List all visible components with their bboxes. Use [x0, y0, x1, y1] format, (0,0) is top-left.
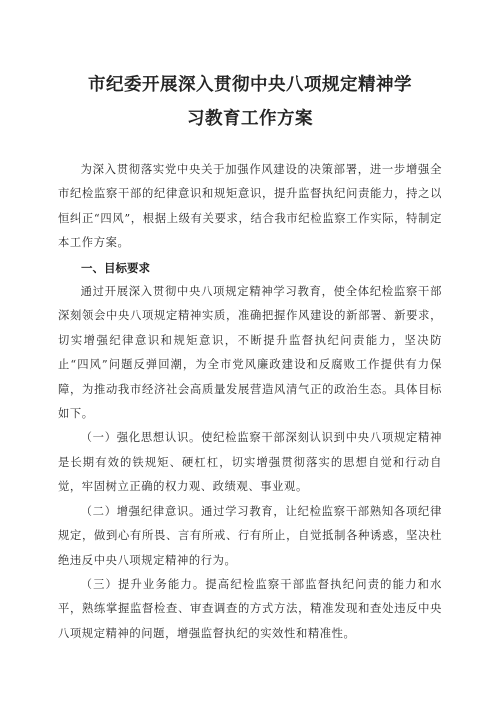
- section-1-paragraph: 通过开展深入贯彻中央八项规定精神学习教育，使全体纪检监察干部深刻领会中央八项规定精神实质，准确把握作风建设的新部署、新要求，切实增强纪律意识和规矩意识，不断提升监督执纪问责能力，坚决防止“四风”问题反弹回潮，为全市党风廉政建设和反腐败工作提供有力保障，为推动我市经济社会高质量发展营造风清气正的政治生态。具体目标如下。: [58, 285, 442, 421]
- goal-item-3: （三）提升业务能力。提高纪检监察干部监督执纪问责的能力和水平，熟练掌握监督检查、审查调查的方式方法，精准发现和查处违反中央八项规定精神的问题，增强监督执纪的实效性和精准性。: [58, 577, 442, 640]
- goal-item-2: （二）增强纪律意识。通过学习教育，让纪检监察干部熟知各项纪律规定，做到心有所畏、言有所戒、行有所止，自觉抵制各种诱惑，坚决杜绝违反中央八项规定精神的行为。: [58, 504, 442, 567]
- title-line-2: 习教育工作方案: [187, 109, 313, 129]
- title-line-1: 市纪委开展深入贯彻中央八项规定精神学: [88, 75, 412, 95]
- intro-paragraph: 为深入贯彻落实党中央关于加强作风建设的决策部署，进一步增强全市纪检监察干部的纪律意识和规矩意识，提升监督执纪问责能力，持之以恒纠正“四风”，根据上级有关要求，结合我市纪检监察工作实际，特制定本工作方案。: [58, 163, 442, 250]
- document-title: [58, 68, 442, 136]
- section-1-heading: 一、目标要求: [81, 260, 150, 275]
- goal-item-1: （一）强化思想认识。使纪检监察干部深刻认识到中央八项规定精神是长期有效的铁规矩、硬杠杠，切实增强贯彻落实的思想自觉和行动自觉，牢固树立正确的权力观、政绩观、事业观。: [58, 431, 442, 494]
